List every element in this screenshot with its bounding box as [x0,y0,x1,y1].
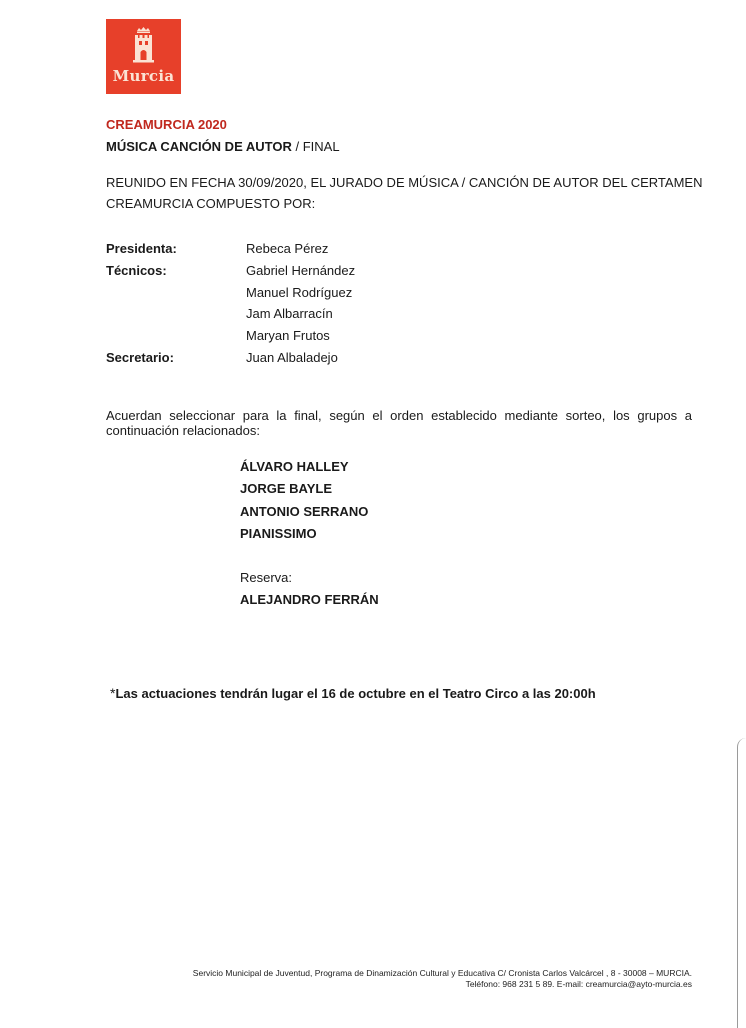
technicians-label: Técnicos: [106,263,167,278]
note-text: Las actuaciones tendrán lugar el 16 de octubre en el Teatro Circo a las 20:00h [115,686,596,701]
castle-tower-icon [106,19,181,67]
technician-name: Maryan Frutos [246,328,330,343]
finalist-item: ANTONIO SERRANO [240,504,369,519]
category-separator: / [291,139,303,154]
finalist-item: ÁLVARO HALLEY [240,459,349,474]
intro-line-2: CREAMURCIA COMPUESTO POR: [106,196,316,211]
footer-address: Servicio Municipal de Juventud, Programa de Dinamización Cultural y Educativa C/ Cronista Carlos Valcárcel , 8 - 30008 – MURCIA. [192,968,692,978]
technician-name: Jam Albarracín [246,306,333,321]
program-title: CREAMURCIA 2020 [106,117,227,132]
finalist-item: PIANISSIMO [240,526,317,541]
reserve-name: ALEJANDRO FERRÁN [240,592,379,607]
secretary-label: Secretario: [106,350,174,365]
performance-note [110,685,596,702]
footer-contact: Teléfono: 968 231 5 89. E-mail: creamurcia@ayto-murcia.es [465,979,692,989]
finalist-item: JORGE BAYLE [240,481,332,496]
page-footer [193,968,692,990]
technician-name: Gabriel Hernández [246,263,356,278]
murcia-logo [106,19,181,94]
page-curl-edge [737,738,746,1028]
phase-label: FINAL [302,139,340,154]
category-title: MÚSICA CANCIÓN DE AUTOR [106,139,292,154]
category-line [106,139,340,155]
note-asterisk: * [110,685,116,701]
secretary-name: Juan Albaladejo [246,350,338,365]
logo-label: Murcia [112,67,175,85]
technician-name: Manuel Rodríguez [246,285,353,300]
intro-line-1: REUNIDO EN FECHA 30/09/2020, EL JURADO DE MÚSICA / CANCIÓN DE AUTOR DEL CERTAMEN [106,175,703,190]
agreement-paragraph: Acuerdan seleccionar para la final, según el orden establecido mediante sorteo, los grupos a continuación relacionados: [106,408,692,438]
president-name: Rebeca Pérez [246,241,329,256]
reserve-label: Reserva: [240,570,293,585]
president-label: Presidenta: [106,241,177,256]
